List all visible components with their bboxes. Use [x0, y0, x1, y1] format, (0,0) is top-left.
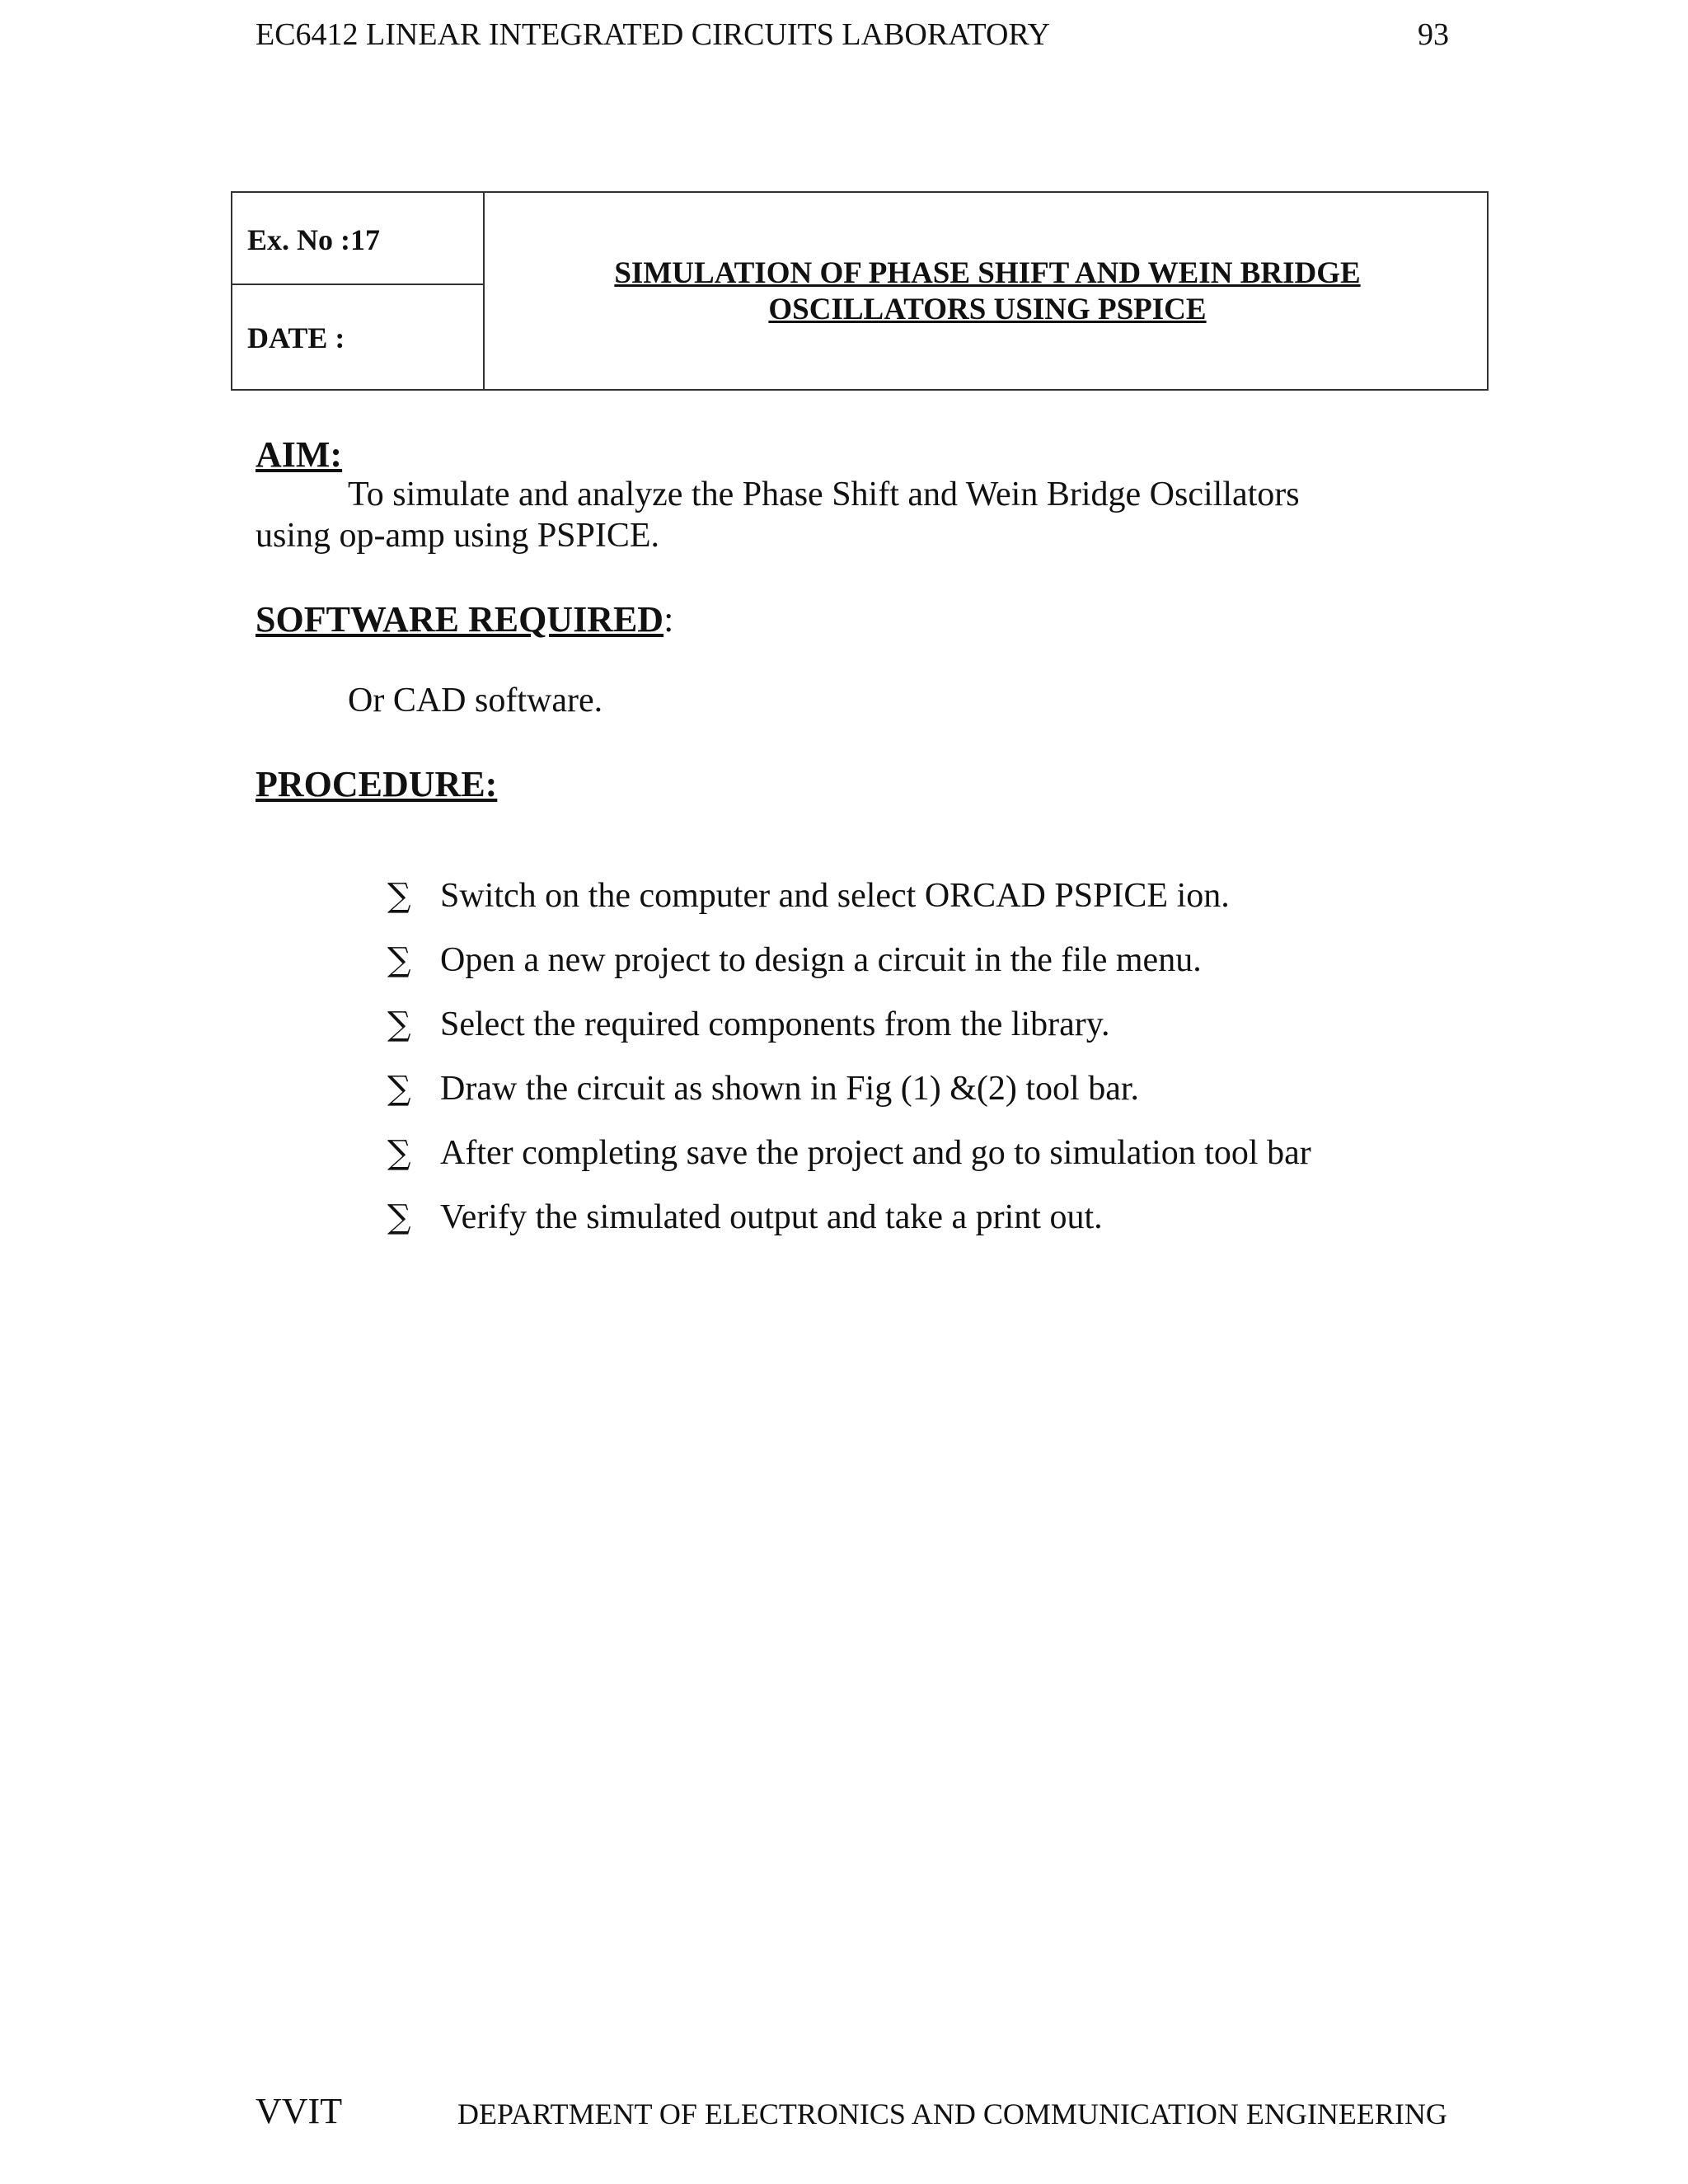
aim-text-line-2: using op-amp using PSPICE. [256, 517, 660, 555]
software-heading: SOFTWARE REQUIRED [256, 599, 664, 640]
procedure-heading: PROCEDURE: [256, 764, 498, 804]
title-table-divider [232, 284, 485, 285]
procedure-step-text: Draw the circuit as shown in Fig (1) &(2) tool bar. [440, 1070, 1139, 1108]
procedure-step-text: Open a new project to design a circuit in the file menu. [440, 941, 1202, 979]
summation-sign-icon: ∑ [387, 941, 411, 979]
procedure-step [387, 1185, 1311, 1249]
procedure-step-text: Verify the simulated output and take a print out. [440, 1198, 1103, 1236]
summation-sign-icon: ∑ [387, 1198, 411, 1236]
summation-sign-icon: ∑ [387, 877, 411, 915]
procedure-step [387, 864, 1311, 928]
procedure-step [387, 1057, 1311, 1121]
procedure-step [387, 928, 1311, 992]
procedure-step [387, 992, 1311, 1057]
procedure-step-text: Switch on the computer and select ORCAD PSPICE ion. [440, 877, 1230, 915]
aim-heading: AIM: [256, 434, 343, 475]
procedure-step-text: After completing save the project and go to simulation tool bar [440, 1134, 1311, 1172]
procedure-step-text: Select the required components from the library. [440, 1005, 1110, 1043]
summation-sign-icon: ∑ [387, 1005, 411, 1043]
running-header: EC6412 LINEAR INTEGRATED CIRCUITS LABORATORY [256, 17, 1051, 52]
software-heading-colon: : [663, 599, 674, 640]
experiment-title-line-2: OSCILLATORS USING PSPICE [768, 293, 1207, 326]
footer-department: DEPARTMENT OF ELECTRONICS AND COMMUNICATION ENGINEERING [457, 2097, 1447, 2130]
experiment-title [485, 255, 1490, 328]
procedure-steps [387, 864, 1311, 1249]
experiment-date: DATE : [247, 321, 345, 354]
summation-sign-icon: ∑ [387, 1070, 411, 1108]
experiment-number: Ex. No :17 [247, 223, 380, 256]
experiment-title-table [231, 191, 1489, 391]
software-text: Or CAD software. [348, 682, 603, 719]
summation-sign-icon: ∑ [387, 1134, 411, 1172]
software-heading-row [256, 598, 673, 640]
procedure-step [387, 1121, 1311, 1185]
experiment-title-line-1: SIMULATION OF PHASE SHIFT AND WEIN BRIDGE [614, 256, 1361, 290]
aim-text-line-1: To simulate and analyze the Phase Shift and Wein Bridge Oscillators [348, 476, 1300, 513]
page-number: 93 [1418, 17, 1449, 52]
footer-institute: VVIT [256, 2091, 343, 2131]
